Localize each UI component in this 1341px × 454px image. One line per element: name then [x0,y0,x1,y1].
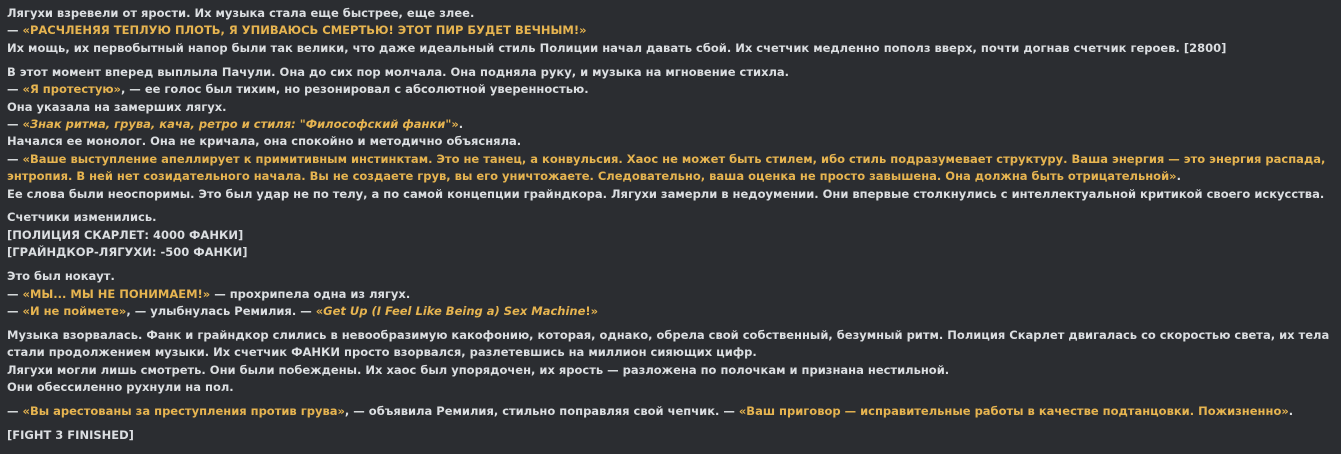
arrest-quote: «Вы арестованы за преступления против грува» [22,404,345,419]
spell-card-line [7,116,1334,133]
dialogue-dash: — [7,82,23,97]
frog-wheeze-line [7,286,1334,303]
remilia-quote: «И не поймете» [22,304,127,318]
paragraph-4 [7,268,1334,320]
spell-card-open-quote: « [22,116,30,131]
score-scarlet-police: [ПОЛИЦИЯ СКАРЛЕТ: 4000 ФАНКИ] [7,227,244,242]
patchouli-protest-line [7,81,1334,98]
dialogue-attribution: , — улыбнулась Ремилия. — [126,304,316,318]
remilia-verdict-line [7,403,1334,420]
paragraph-6 [7,403,1334,420]
patchouli-monologue-line [7,151,1334,186]
paragraph-1 [7,5,1334,57]
song-title: Get Up (I Feel Like Being a) Sex Machine [323,304,586,318]
narration-line: Она указала на замерших лягух. [7,99,227,114]
dialogue-attribution: , — объявила Ремилия, стильно поправляя свой чепчик. — [344,404,739,419]
spell-card-name: Знак ритма, грува, кача, ретро и стиля: "Философский фанки" [29,116,452,131]
narration-line: Ее слова были неоспоримы. Это был удар не по телу, а по самой концепции грайндкора. Лягухи замерли в недоумении. Они впервые столкнулись с интеллектуальной критикой своего искусства. [7,186,1325,201]
paragraph-7 [7,427,1334,444]
dialogue-attribution: , — ее голос был тихим, но резонировал с абсолютной уверенностью. [120,82,589,97]
dialogue-dash: — [7,116,23,131]
narration-line: Это был нокаут. [7,269,115,284]
narration-line: Их мощь, их первобытный напор были так велики, что даже идеальный стиль Полиции начал давать сбой. Их счетчик медленно пополз вверх, почти догнав счетчик героев. [2800] [7,40,1227,55]
spell-card-close-quote: » [451,116,459,131]
narration-line: Лягухи взревели от ярости. Их музыка стала еще быстрее, еще злее. [7,6,475,20]
dialogue-dash: — [7,23,23,38]
narration-line: В этот момент вперед выплыла Пачули. Она до сих пор молчала. Она подняла руку, и музыка на мгновение стихла. [7,64,790,79]
frog-shout-quote: «РАСЧЛЕНЯЯ ТЕПЛУЮ ПЛОТЬ, Я УПИВАЮСЬ СМЕРТЬЮ! ЭТОТ ПИР БУДЕТ ВЕЧНЫМ!» [22,23,587,38]
paragraph-3 [7,209,1334,261]
narration-line: Они обессиленно рухнули на пол. [7,380,234,395]
story-text [7,5,1334,444]
song-close-quote: !» [585,304,599,318]
patchouli-monologue-quote: «Ваше выступление апеллирует к примитивным инстинктам. Это не танец, а конвульсия. Хаос не может быть стилем, ибо стиль подразумевает структуру. Ваша энергия — это энергия распада, энтропия. В ней нет созидательного начала. Вы не создаете грув, вы его уничтожаете. Следовательно, ваша оценка не просто завышена. Она должна быть отрицательной» [7,151,1326,184]
narration-line: Счетчики изменились. [7,210,157,225]
sentence-quote: «Ваш приговор — исправительные работы в качестве подтанцовки. Пожизненно» [738,404,1289,419]
dialogue-dash: — [7,304,23,318]
patchouli-quote: «Я протестую» [22,82,121,97]
frog-wheeze-quote: «МЫ... МЫ НЕ ПОНИМАЕМ!» [22,286,211,301]
line-end: . [458,116,464,131]
dialogue-dash: — [7,286,23,301]
narration-line: Музыка взорвалась. Фанк и грайндкор слились в невообразимую какофонию, которая, однако, обрела свой собственный, безумный ритм. Полиция Скарлет двигалась со скоростью света, их тела стали продолжением музыки. Их счетчик ФАНКИ просто взорвался, разлетевшись на миллион сияющих цифр. [7,327,1330,360]
remilia-reply-line [7,303,1334,320]
paragraph-2 [7,64,1334,203]
narration-line: Начался ее монолог. Она не кричала, она спокойно и методично объясняла. [7,134,522,149]
dialogue-dash: — [7,151,23,166]
song-open-quote: « [315,304,324,318]
frog-shout-line [7,22,1334,39]
dialogue-attribution: — прохрипела одна из лягух. [210,286,411,301]
dialogue-dash: — [7,404,23,419]
fight-status: [FIGHT 3 FINISHED] [7,427,134,442]
line-end: . [1176,169,1181,184]
line-end: . [1288,404,1294,419]
score-grindcore-frogs: [ГРАЙНДКОР-ЛЯГУХИ: -500 ФАНКИ] [7,245,248,260]
narration-line: Лягухи могли лишь смотреть. Они были побеждены. Их хаос был упорядочен, их ярость — разложена по полочкам и признана нестильной. [7,362,950,377]
paragraph-5 [7,327,1334,397]
